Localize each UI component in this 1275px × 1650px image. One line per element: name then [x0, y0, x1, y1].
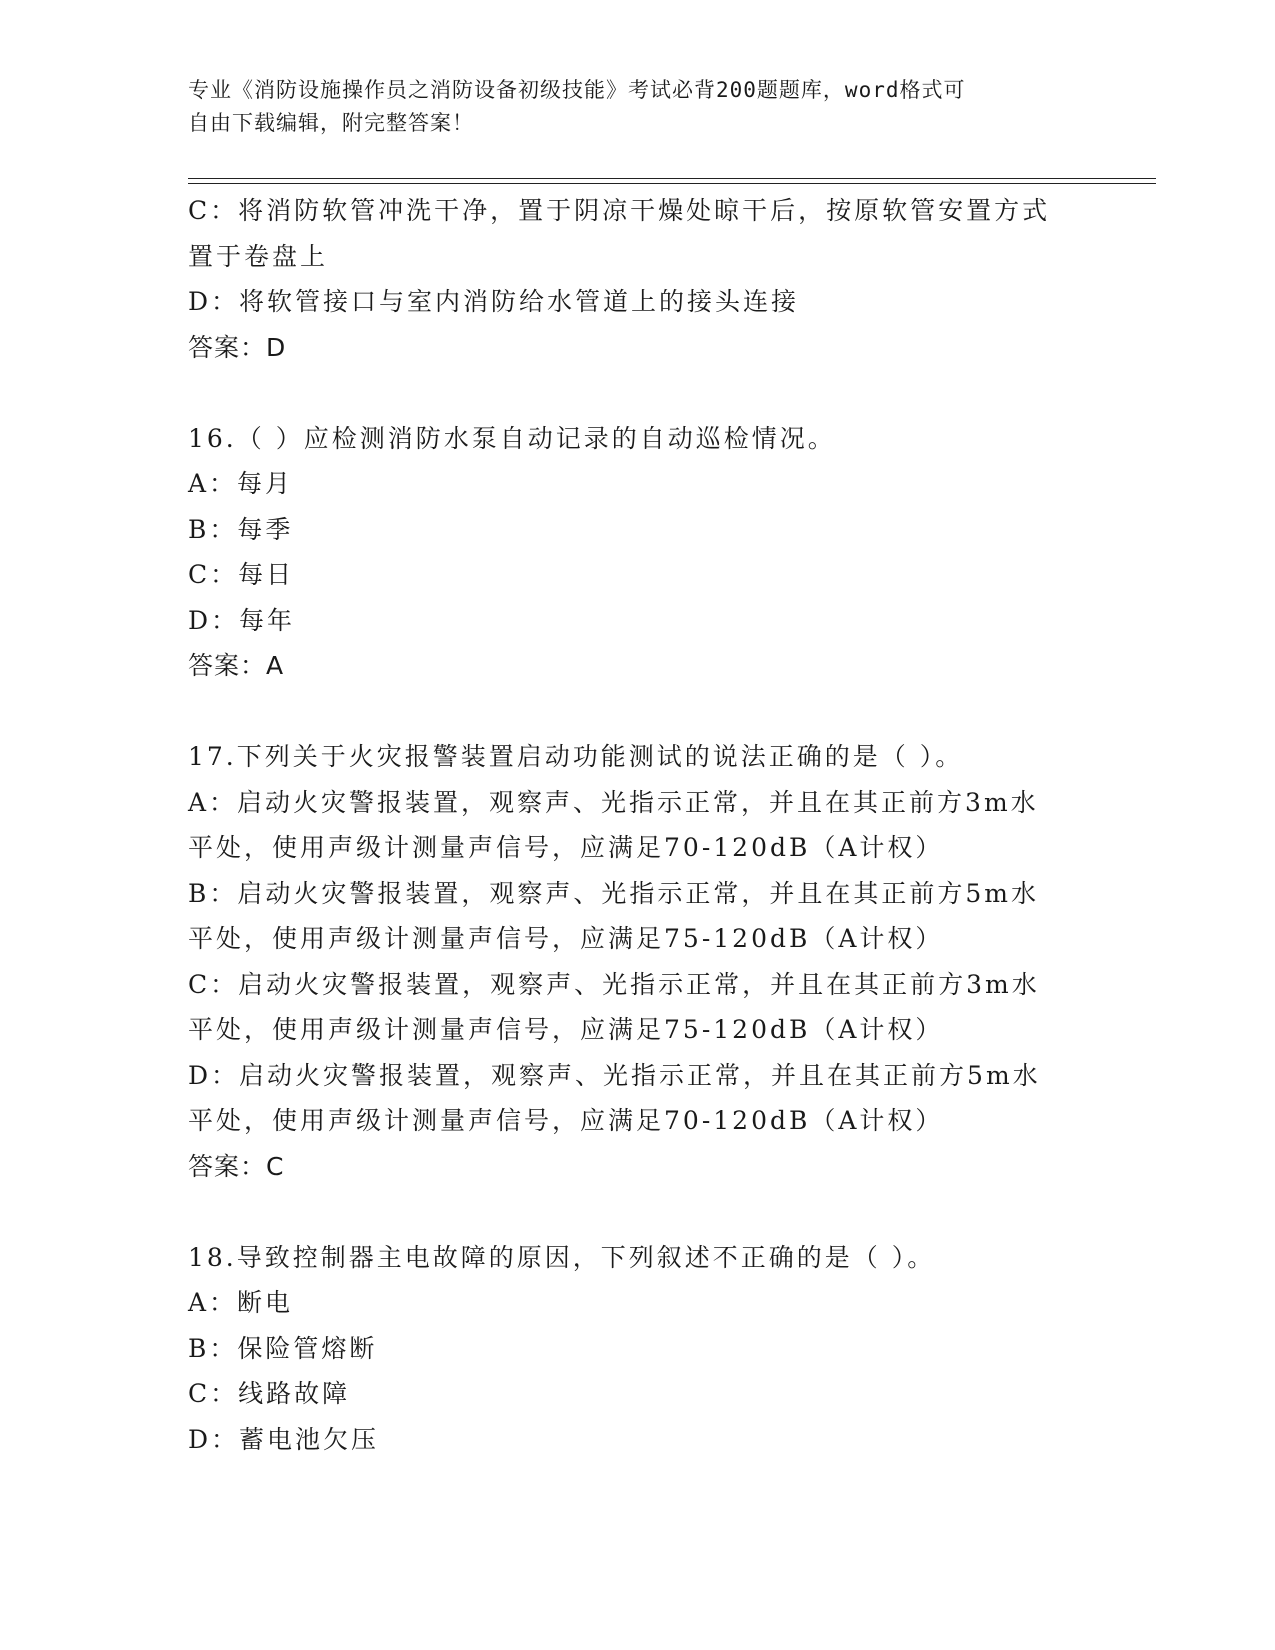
- question-text: 17.下列关于火灾报警装置启动功能测试的说法正确的是（ ）。: [188, 742, 964, 771]
- question-17: [188, 734, 1088, 1189]
- option-c-line-1: C：启动火灾警报装置，观察声、光指示正常，并且在其正前方3m水: [188, 969, 1040, 999]
- option-b-line-2: 平处，使用声级计测量声信号，应满足75-120dB（A计权）: [188, 924, 944, 953]
- spacer: [188, 1189, 1088, 1235]
- question-16: [188, 416, 1088, 689]
- option-a: A：断电: [188, 1288, 294, 1317]
- question-list: [188, 188, 1088, 1462]
- answer-label: 答案：C: [188, 1151, 285, 1181]
- answer-label: 答案：D: [188, 332, 287, 362]
- option-b: B：保险管熔断: [188, 1333, 378, 1363]
- header-title-line-1: 专业《消防设施操作员之消防设备初级技能》考试必背200题题库，word格式可: [188, 78, 966, 102]
- option-c-line-2: 平处，使用声级计测量声信号，应满足75-120dB（A计权）: [188, 1015, 944, 1044]
- question-text: 18.导致控制器主电故障的原因，下列叙述不正确的是（ ）。: [188, 1242, 936, 1272]
- option-c-line-2: 置于卷盘上: [188, 241, 329, 271]
- option-d-line-1: D：启动火灾警报装置，观察声、光指示正常，并且在其正前方5m水: [188, 1060, 1041, 1090]
- spacer: [188, 689, 1088, 735]
- header-divider-top: [188, 178, 1156, 179]
- option-c-line-1: C：将消防软管冲洗干净，置于阴凉干燥处晾干后，按原软管安置方式: [188, 196, 1051, 225]
- spacer: [188, 370, 1088, 416]
- option-a-line-2: 平处，使用声级计测量声信号，应满足70-120dB（A计权）: [188, 833, 944, 862]
- option-d-line-2: 平处，使用声级计测量声信号，应满足70-120dB（A计权）: [188, 1106, 944, 1135]
- header-title-line-2: 自由下载编辑，附完整答案！: [188, 111, 474, 135]
- question-15-tail: [188, 188, 1088, 370]
- option-c: C：线路故障: [188, 1379, 351, 1408]
- option-b-line-1: B：启动火灾警报装置，观察声、光指示正常，并且在其正前方5m水: [188, 878, 1039, 908]
- header-divider-bottom: [188, 183, 1156, 184]
- question-18: [188, 1235, 1088, 1463]
- option-d: D：将软管接口与室内消防给水管道上的接头连接: [188, 287, 800, 316]
- option-d: D：蓄电池欠压: [188, 1424, 380, 1454]
- option-a-line-1: A：启动火灾警报装置，观察声、光指示正常，并且在其正前方3m水: [188, 787, 1039, 817]
- option-c: C：每日: [188, 560, 295, 589]
- option-a: A：每月: [188, 469, 294, 498]
- document-header: [188, 74, 1068, 140]
- option-b: B：每季: [188, 514, 294, 544]
- option-d: D：每年: [188, 605, 296, 635]
- answer-label: 答案：A: [188, 651, 285, 680]
- question-text: 16.（ ）应检测消防水泵自动记录的自动巡检情况。: [188, 423, 836, 453]
